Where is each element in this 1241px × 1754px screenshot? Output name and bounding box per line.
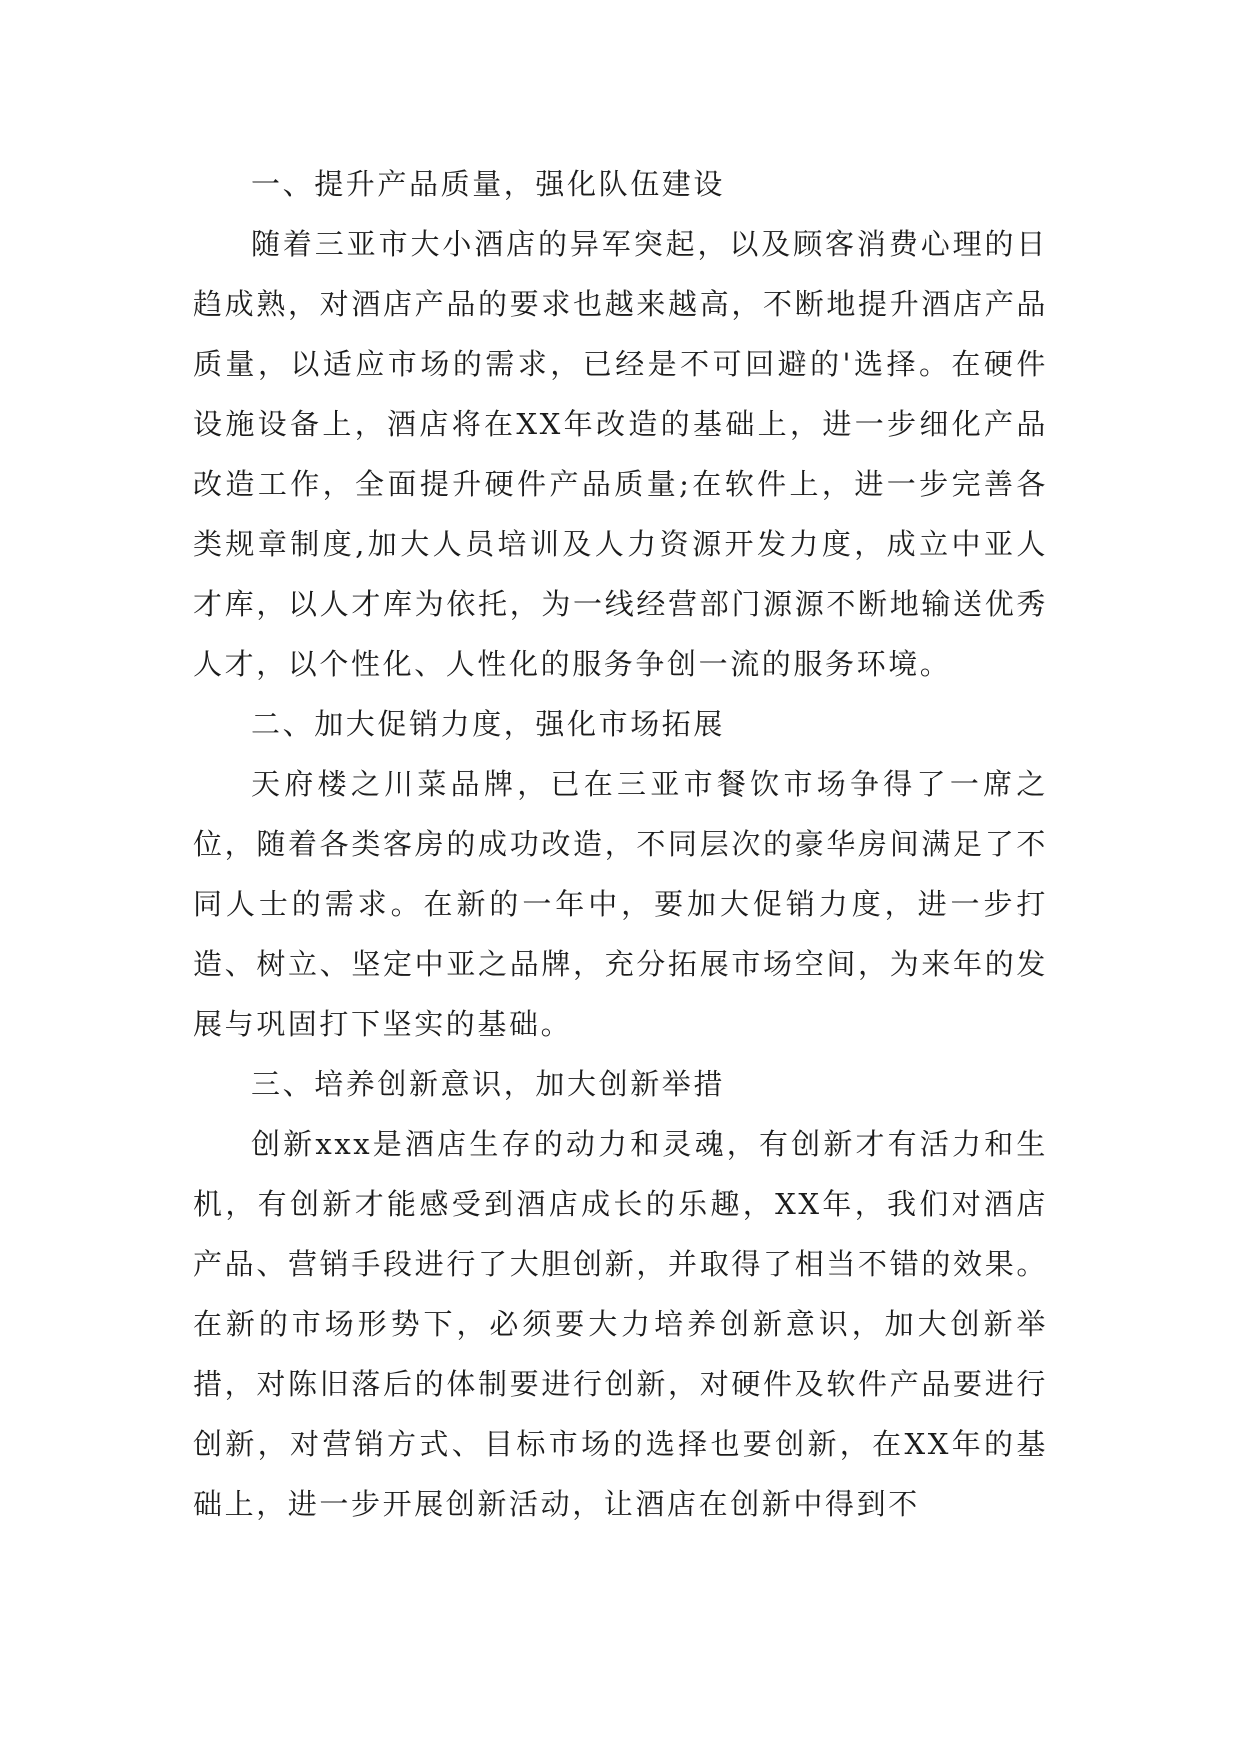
document-page — [193, 154, 1048, 1534]
body-paragraph-1: 随着三亚市大小酒店的异军突起，以及顾客消费心理的日趋成熟，对酒店产品的要求也越来越高，不断地提升酒店产品质量，以适应市场的需求，已经是不可回避的'选择。在硬件设施设备上，酒店将在XX年改造的基础上，进一步细化产品改造工作，全面提升硬件产品质量;在软件上，进一步完善各类规章制度,加大人员培训及人力资源开发力度，成立中亚人才库，以人才库为依托，为一线经营部门源源不断地输送优秀人才，以个性化、人性化的服务争创一流的服务环境。 — [193, 227, 1048, 681]
section-heading-2: 二、加大促销力度，强化市场拓展 — [251, 707, 726, 741]
body-paragraph-3: 创新xxx是酒店生存的动力和灵魂，有创新才有活力和生机，有创新才能感受到酒店成长的乐趣，XX年，我们对酒店产品、营销手段进行了大胆创新，并取得了相当不错的效果。在新的市场形势下，必须要大力培养创新意识，加大创新举措，对陈旧落后的体制要进行创新，对硬件及软件产品要进行创新，对营销方式、目标市场的选择也要创新，在XX年的基础上，进一步开展创新活动，让酒店在创新中得到不 — [193, 1127, 1048, 1521]
section-heading-3: 三、培养创新意识，加大创新举措 — [251, 1067, 726, 1101]
section-heading-1: 一、提升产品质量，强化队伍建设 — [251, 167, 726, 201]
body-paragraph-2: 天府楼之川菜品牌，已在三亚市餐饮市场争得了一席之位，随着各类客房的成功改造，不同层次的豪华房间满足了不同人士的需求。在新的一年中，要加大促销力度，进一步打造、树立、坚定中亚之品牌，充分拓展市场空间，为来年的发展与巩固打下坚实的基础。 — [193, 767, 1048, 1041]
